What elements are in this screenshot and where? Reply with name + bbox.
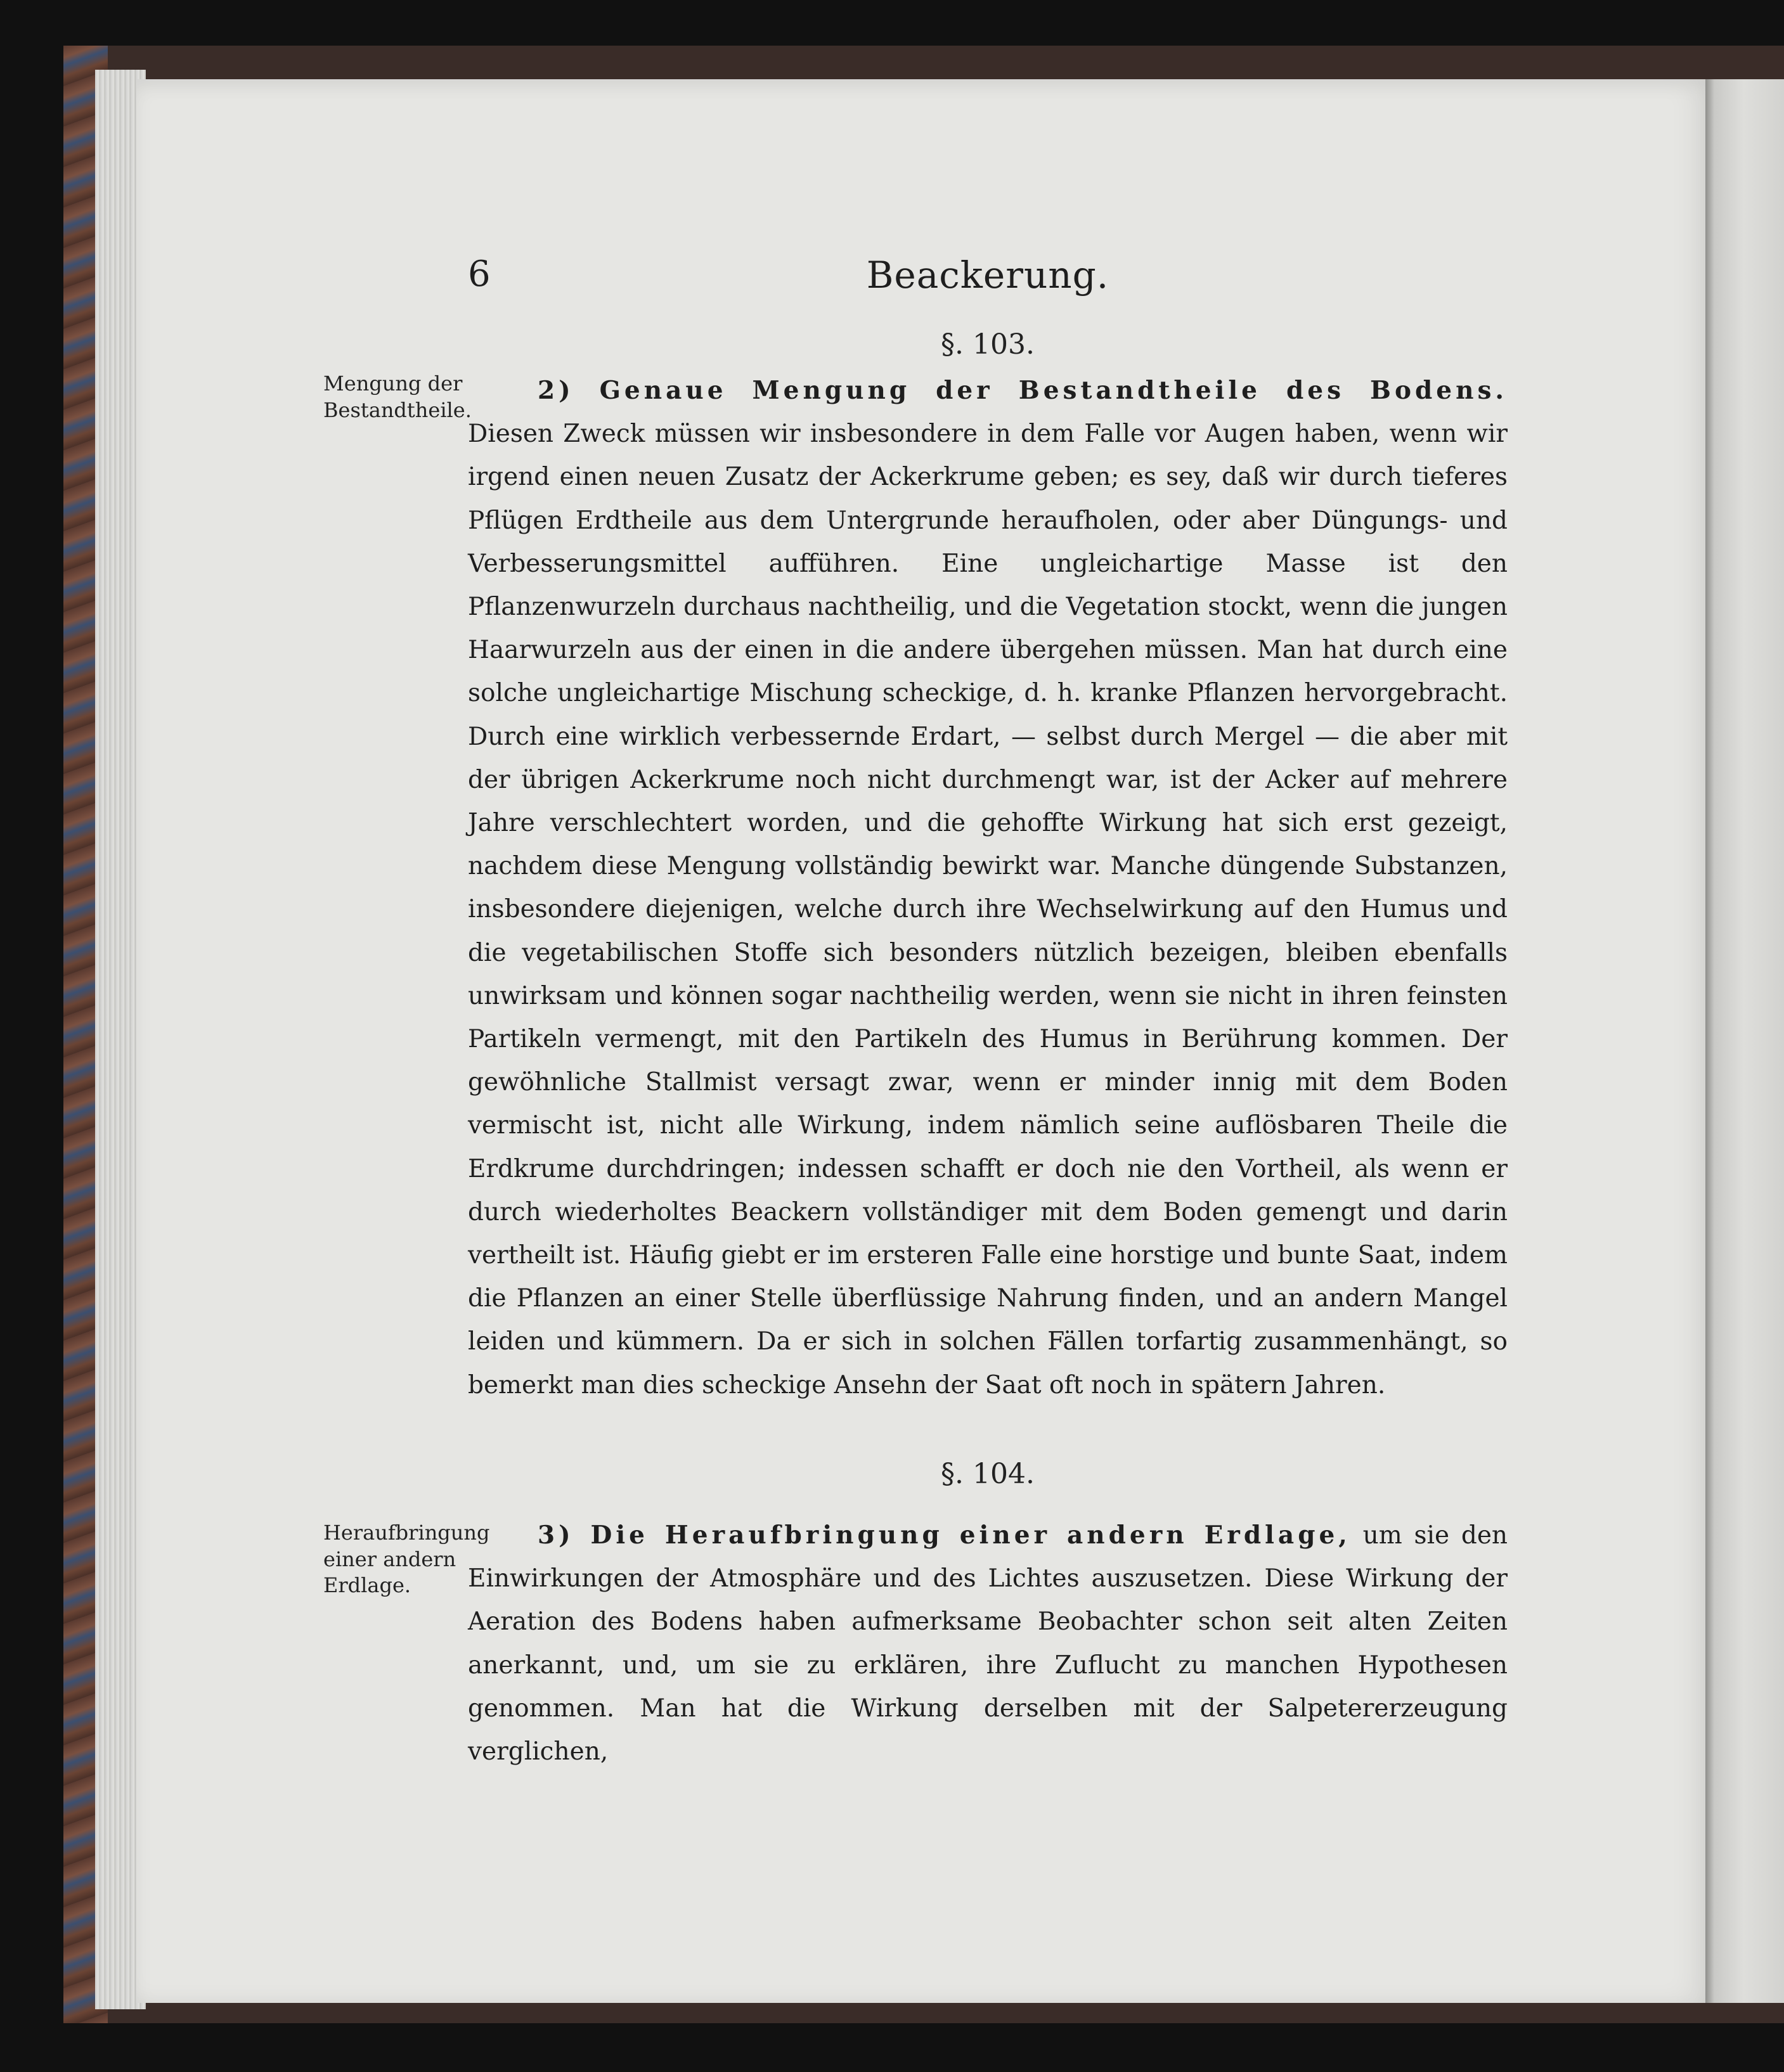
page-number: 6 xyxy=(468,254,491,295)
running-title: Beackerung. xyxy=(866,254,1109,297)
paragraph-103 xyxy=(468,369,1508,1407)
page-header xyxy=(468,254,1508,298)
section-heading-103: §. 103. xyxy=(941,328,1035,361)
paragraph-103-text: Diesen Zweck müssen wir insbesondere in dem Falle vor Augen haben, wenn wir irgend einen neuen Zusatz der Ackerkrume geben; es sey, daß wir durch tieferes Pflügen Erdtheile aus dem Untergrunde heraufholen, oder aber Düngungs- und Verbesserungsmittel aufführen. Eine ungleichartige Masse ist den Pflanzenwurzeln durchaus nachtheilig, und die Vegetation stockt, wenn die jungen Haarwurzeln aus der einen in die andere übergehen müssen. Man hat durch eine solche ungleichartige Mischung scheckige, d. h. kranke Pflanzen hervorgebracht. Durch eine wirklich verbessernde Erdart, — selbst durch Mergel — die aber mit der übrigen Ackerkrume noch nicht durchmengt war, ist der Acker auf mehrere Jahre verschlechtert worden, und die gehoffte Wirkung hat sich erst gezeigt, nachdem diese Mengung vollständig bewirkt war. Manche düngende Substanzen, insbesondere diejenigen, welche durch ihre Wechselwirkung auf den Humus und die vegetabilischen Stoffe sich besonders nützlich bezeigen, bleiben ebenfalls unwirksam und können sogar nachtheilig werden, wenn sie nicht in ihren feinsten Partikeln vermengt, mit den Partikeln des Humus in Berührung kommen. Der gewöhnliche Stallmist versagt zwar, wenn er minder innig mit dem Boden vermischt ist, nicht alle Wirkung, indem nämlich seine auflösbaren Theile die Erdkrume durchdringen; indessen schafft er doch nie den Vortheil, als wenn er durch wiederholtes Beackern vollständiger mit dem Boden gemengt und darin vertheilt ist. Häufig giebt er im ersteren Falle eine horstige und bunte Saat, indem die Pflanzen an einer Stelle überflüssige Nahrung finden, und an andern Mangel leiden und kümmern. Da er sich in solchen Fällen torfartig zusammenhängt, so bemerkt man dies scheckige Ansehn der Saat oft noch in spätern Jahren. xyxy=(468,420,1508,1400)
paragraph-103-lead: 2) Genaue Mengung der Bestandtheile des Bodens. xyxy=(538,376,1508,405)
section-heading-104: §. 104. xyxy=(941,1458,1035,1490)
page-gutter xyxy=(1705,79,1784,2003)
paragraph-104 xyxy=(468,1514,1508,1773)
paragraph-104-text: um sie den Einwirkungen der Atmosphäre und des Lichtes auszusetzen. Diese Wirkung der Aeration des Bodens haben aufmerksame Beobachter schon seit alten Zeiten anerkannt, und, um sie zu erklären, ihre Zuflucht zu manchen Hypothesen genommen. Man hat die Wirkung derselben mit der Salpetererzeugung verglichen, xyxy=(468,1521,1508,1766)
margin-note-mengung: Mengung der Bestandtheile. xyxy=(323,371,472,422)
margin-note-heraufbringung: Heraufbringung einer andern Erdlage. xyxy=(323,1521,490,1598)
paragraph-104-lead: 3) Die Heraufbringung einer andern Erdlage, xyxy=(538,1521,1351,1550)
